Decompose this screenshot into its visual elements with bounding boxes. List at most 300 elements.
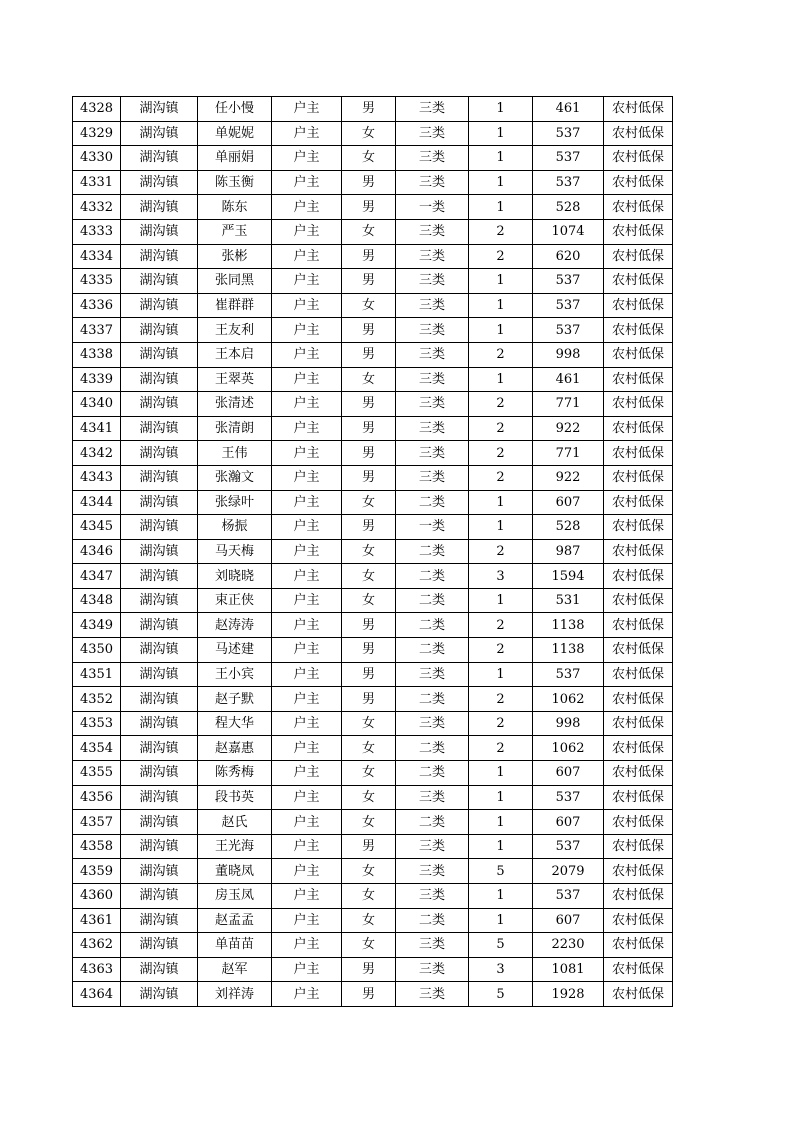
cell-assistance-type: 农村低保 <box>604 982 673 1007</box>
cell-assistance-type: 农村低保 <box>604 392 673 417</box>
cell-township: 湖沟镇 <box>121 342 198 367</box>
cell-gender: 女 <box>342 908 396 933</box>
cell-amount: 922 <box>533 416 604 441</box>
cell-gender: 女 <box>342 490 396 515</box>
cell-amount: 607 <box>533 908 604 933</box>
table-row <box>73 170 673 195</box>
cell-household-size: 5 <box>469 933 533 958</box>
cell-relation: 户主 <box>272 834 342 859</box>
cell-relation: 户主 <box>272 269 342 294</box>
table-row <box>73 219 673 244</box>
cell-row-number: 4343 <box>73 465 121 490</box>
cell-relation: 户主 <box>272 539 342 564</box>
table-row <box>73 884 673 909</box>
cell-category: 二类 <box>396 761 469 786</box>
cell-household-size: 1 <box>469 97 533 122</box>
table-row <box>73 367 673 392</box>
cell-gender: 男 <box>342 638 396 663</box>
cell-township: 湖沟镇 <box>121 318 198 343</box>
cell-amount: 2230 <box>533 933 604 958</box>
cell-name: 单妮妮 <box>198 121 272 146</box>
cell-relation: 户主 <box>272 367 342 392</box>
cell-category: 三类 <box>396 244 469 269</box>
cell-row-number: 4328 <box>73 97 121 122</box>
cell-assistance-type: 农村低保 <box>604 441 673 466</box>
cell-household-size: 1 <box>469 515 533 540</box>
cell-township: 湖沟镇 <box>121 588 198 613</box>
cell-relation: 户主 <box>272 736 342 761</box>
cell-amount: 537 <box>533 318 604 343</box>
cell-township: 湖沟镇 <box>121 441 198 466</box>
cell-gender: 男 <box>342 515 396 540</box>
cell-household-size: 1 <box>469 170 533 195</box>
cell-gender: 男 <box>342 416 396 441</box>
table-row <box>73 613 673 638</box>
table-row <box>73 834 673 859</box>
cell-township: 湖沟镇 <box>121 490 198 515</box>
cell-assistance-type: 农村低保 <box>604 736 673 761</box>
cell-amount: 461 <box>533 367 604 392</box>
cell-household-size: 2 <box>469 613 533 638</box>
cell-gender: 男 <box>342 687 396 712</box>
cell-relation: 户主 <box>272 146 342 171</box>
cell-category: 二类 <box>396 687 469 712</box>
cell-township: 湖沟镇 <box>121 170 198 195</box>
cell-township: 湖沟镇 <box>121 539 198 564</box>
cell-relation: 户主 <box>272 957 342 982</box>
cell-amount: 531 <box>533 588 604 613</box>
cell-amount: 607 <box>533 810 604 835</box>
cell-township: 湖沟镇 <box>121 121 198 146</box>
cell-amount: 537 <box>533 834 604 859</box>
cell-assistance-type: 农村低保 <box>604 342 673 367</box>
cell-household-size: 1 <box>469 146 533 171</box>
cell-gender: 女 <box>342 859 396 884</box>
cell-household-size: 1 <box>469 834 533 859</box>
cell-category: 二类 <box>396 613 469 638</box>
table-row <box>73 588 673 613</box>
cell-category: 三类 <box>396 662 469 687</box>
cell-amount: 922 <box>533 465 604 490</box>
cell-category: 二类 <box>396 490 469 515</box>
cell-gender: 男 <box>342 465 396 490</box>
cell-category: 三类 <box>396 884 469 909</box>
cell-relation: 户主 <box>272 121 342 146</box>
cell-assistance-type: 农村低保 <box>604 638 673 663</box>
cell-relation: 户主 <box>272 638 342 663</box>
cell-assistance-type: 农村低保 <box>604 195 673 220</box>
cell-township: 湖沟镇 <box>121 736 198 761</box>
cell-category: 三类 <box>396 219 469 244</box>
cell-assistance-type: 农村低保 <box>604 933 673 958</box>
cell-category: 二类 <box>396 810 469 835</box>
cell-gender: 女 <box>342 933 396 958</box>
cell-amount: 528 <box>533 515 604 540</box>
cell-household-size: 1 <box>469 588 533 613</box>
cell-township: 湖沟镇 <box>121 97 198 122</box>
cell-name: 陈秀梅 <box>198 761 272 786</box>
cell-name: 陈玉衡 <box>198 170 272 195</box>
cell-township: 湖沟镇 <box>121 195 198 220</box>
cell-category: 二类 <box>396 539 469 564</box>
cell-gender: 男 <box>342 244 396 269</box>
table-row <box>73 293 673 318</box>
cell-assistance-type: 农村低保 <box>604 97 673 122</box>
cell-name: 房玉凤 <box>198 884 272 909</box>
cell-assistance-type: 农村低保 <box>604 761 673 786</box>
cell-name: 赵涛涛 <box>198 613 272 638</box>
table-row <box>73 736 673 761</box>
table-row <box>73 564 673 589</box>
cell-name: 赵嘉惠 <box>198 736 272 761</box>
cell-township: 湖沟镇 <box>121 982 198 1007</box>
cell-household-size: 2 <box>469 711 533 736</box>
cell-amount: 998 <box>533 711 604 736</box>
cell-township: 湖沟镇 <box>121 146 198 171</box>
cell-household-size: 2 <box>469 392 533 417</box>
cell-category: 三类 <box>396 441 469 466</box>
table-row <box>73 515 673 540</box>
cell-name: 赵军 <box>198 957 272 982</box>
cell-relation: 户主 <box>272 711 342 736</box>
cell-township: 湖沟镇 <box>121 957 198 982</box>
table-row <box>73 638 673 663</box>
cell-township: 湖沟镇 <box>121 711 198 736</box>
cell-name: 董晓凤 <box>198 859 272 884</box>
cell-amount: 537 <box>533 785 604 810</box>
cell-row-number: 4336 <box>73 293 121 318</box>
cell-township: 湖沟镇 <box>121 834 198 859</box>
cell-amount: 537 <box>533 170 604 195</box>
cell-amount: 537 <box>533 293 604 318</box>
cell-row-number: 4339 <box>73 367 121 392</box>
cell-gender: 女 <box>342 146 396 171</box>
cell-township: 湖沟镇 <box>121 662 198 687</box>
cell-household-size: 3 <box>469 564 533 589</box>
cell-relation: 户主 <box>272 416 342 441</box>
cell-relation: 户主 <box>272 465 342 490</box>
table-row <box>73 761 673 786</box>
cell-gender: 男 <box>342 97 396 122</box>
cell-gender: 男 <box>342 392 396 417</box>
cell-assistance-type: 农村低保 <box>604 884 673 909</box>
cell-name: 张彬 <box>198 244 272 269</box>
cell-amount: 537 <box>533 146 604 171</box>
cell-gender: 女 <box>342 711 396 736</box>
cell-relation: 户主 <box>272 662 342 687</box>
cell-category: 三类 <box>396 97 469 122</box>
cell-township: 湖沟镇 <box>121 761 198 786</box>
cell-gender: 女 <box>342 564 396 589</box>
table-row <box>73 859 673 884</box>
cell-township: 湖沟镇 <box>121 933 198 958</box>
cell-name: 程大华 <box>198 711 272 736</box>
cell-assistance-type: 农村低保 <box>604 539 673 564</box>
cell-household-size: 2 <box>469 465 533 490</box>
cell-amount: 461 <box>533 97 604 122</box>
cell-assistance-type: 农村低保 <box>604 564 673 589</box>
table-row <box>73 490 673 515</box>
cell-assistance-type: 农村低保 <box>604 121 673 146</box>
cell-name: 王伟 <box>198 441 272 466</box>
cell-amount: 528 <box>533 195 604 220</box>
cell-name: 张清朗 <box>198 416 272 441</box>
cell-category: 三类 <box>396 711 469 736</box>
cell-household-size: 2 <box>469 416 533 441</box>
cell-relation: 户主 <box>272 195 342 220</box>
cell-assistance-type: 农村低保 <box>604 834 673 859</box>
cell-relation: 户主 <box>272 933 342 958</box>
cell-gender: 女 <box>342 785 396 810</box>
cell-township: 湖沟镇 <box>121 416 198 441</box>
table-row <box>73 908 673 933</box>
cell-amount: 620 <box>533 244 604 269</box>
cell-name: 赵氏 <box>198 810 272 835</box>
cell-category: 三类 <box>396 121 469 146</box>
cell-category: 三类 <box>396 859 469 884</box>
cell-name: 崔群群 <box>198 293 272 318</box>
cell-household-size: 1 <box>469 761 533 786</box>
cell-assistance-type: 农村低保 <box>604 318 673 343</box>
cell-category: 三类 <box>396 416 469 441</box>
cell-gender: 女 <box>342 810 396 835</box>
cell-row-number: 4347 <box>73 564 121 589</box>
cell-name: 马天梅 <box>198 539 272 564</box>
cell-relation: 户主 <box>272 687 342 712</box>
cell-row-number: 4360 <box>73 884 121 909</box>
cell-category: 三类 <box>396 269 469 294</box>
cell-category: 三类 <box>396 293 469 318</box>
cell-name: 段书英 <box>198 785 272 810</box>
table-row <box>73 121 673 146</box>
cell-gender: 女 <box>342 736 396 761</box>
cell-row-number: 4356 <box>73 785 121 810</box>
cell-township: 湖沟镇 <box>121 564 198 589</box>
cell-gender: 男 <box>342 834 396 859</box>
cell-amount: 2079 <box>533 859 604 884</box>
cell-relation: 户主 <box>272 441 342 466</box>
cell-row-number: 4345 <box>73 515 121 540</box>
cell-row-number: 4357 <box>73 810 121 835</box>
cell-row-number: 4342 <box>73 441 121 466</box>
cell-assistance-type: 农村低保 <box>604 613 673 638</box>
cell-name: 单丽娟 <box>198 146 272 171</box>
cell-gender: 女 <box>342 539 396 564</box>
cell-household-size: 1 <box>469 293 533 318</box>
cell-name: 张同黑 <box>198 269 272 294</box>
cell-gender: 男 <box>342 269 396 294</box>
cell-name: 王小宾 <box>198 662 272 687</box>
cell-gender: 女 <box>342 367 396 392</box>
cell-assistance-type: 农村低保 <box>604 465 673 490</box>
cell-category: 三类 <box>396 318 469 343</box>
table-row <box>73 97 673 122</box>
cell-category: 三类 <box>396 957 469 982</box>
cell-name: 王翠英 <box>198 367 272 392</box>
cell-gender: 女 <box>342 121 396 146</box>
table-row <box>73 195 673 220</box>
table-row <box>73 244 673 269</box>
cell-township: 湖沟镇 <box>121 367 198 392</box>
cell-relation: 户主 <box>272 318 342 343</box>
table-row <box>73 269 673 294</box>
cell-amount: 1594 <box>533 564 604 589</box>
cell-row-number: 4352 <box>73 687 121 712</box>
cell-gender: 男 <box>342 170 396 195</box>
cell-township: 湖沟镇 <box>121 269 198 294</box>
cell-row-number: 4355 <box>73 761 121 786</box>
cell-amount: 537 <box>533 662 604 687</box>
cell-household-size: 3 <box>469 957 533 982</box>
cell-amount: 1138 <box>533 638 604 663</box>
cell-gender: 女 <box>342 884 396 909</box>
cell-household-size: 2 <box>469 736 533 761</box>
cell-row-number: 4349 <box>73 613 121 638</box>
cell-household-size: 2 <box>469 219 533 244</box>
cell-gender: 男 <box>342 662 396 687</box>
cell-gender: 女 <box>342 761 396 786</box>
cell-category: 三类 <box>396 982 469 1007</box>
cell-name: 严玉 <box>198 219 272 244</box>
cell-household-size: 1 <box>469 884 533 909</box>
cell-assistance-type: 农村低保 <box>604 662 673 687</box>
cell-household-size: 1 <box>469 195 533 220</box>
cell-category: 三类 <box>396 785 469 810</box>
cell-gender: 男 <box>342 318 396 343</box>
cell-name: 杨振 <box>198 515 272 540</box>
table-row <box>73 539 673 564</box>
cell-category: 三类 <box>396 367 469 392</box>
cell-assistance-type: 农村低保 <box>604 515 673 540</box>
table-row <box>73 933 673 958</box>
cell-gender: 女 <box>342 588 396 613</box>
table-row <box>73 318 673 343</box>
cell-relation: 户主 <box>272 613 342 638</box>
cell-amount: 771 <box>533 441 604 466</box>
cell-row-number: 4330 <box>73 146 121 171</box>
cell-row-number: 4329 <box>73 121 121 146</box>
cell-township: 湖沟镇 <box>121 810 198 835</box>
cell-assistance-type: 农村低保 <box>604 293 673 318</box>
cell-row-number: 4337 <box>73 318 121 343</box>
cell-township: 湖沟镇 <box>121 515 198 540</box>
cell-household-size: 1 <box>469 490 533 515</box>
cell-name: 王友利 <box>198 318 272 343</box>
cell-township: 湖沟镇 <box>121 392 198 417</box>
table-row <box>73 441 673 466</box>
document-page <box>72 96 673 1007</box>
cell-household-size: 5 <box>469 859 533 884</box>
cell-gender: 女 <box>342 293 396 318</box>
cell-gender: 男 <box>342 957 396 982</box>
cell-assistance-type: 农村低保 <box>604 244 673 269</box>
table-row <box>73 957 673 982</box>
cell-gender: 男 <box>342 613 396 638</box>
cell-relation: 户主 <box>272 515 342 540</box>
cell-row-number: 4340 <box>73 392 121 417</box>
cell-amount: 1138 <box>533 613 604 638</box>
cell-assistance-type: 农村低保 <box>604 416 673 441</box>
cell-relation: 户主 <box>272 244 342 269</box>
cell-assistance-type: 农村低保 <box>604 687 673 712</box>
table-row <box>73 662 673 687</box>
cell-row-number: 4348 <box>73 588 121 613</box>
cell-household-size: 2 <box>469 687 533 712</box>
cell-relation: 户主 <box>272 810 342 835</box>
cell-category: 三类 <box>396 933 469 958</box>
cell-household-size: 2 <box>469 539 533 564</box>
cell-assistance-type: 农村低保 <box>604 490 673 515</box>
cell-relation: 户主 <box>272 982 342 1007</box>
cell-category: 二类 <box>396 908 469 933</box>
cell-row-number: 4359 <box>73 859 121 884</box>
cell-amount: 607 <box>533 490 604 515</box>
cell-row-number: 4341 <box>73 416 121 441</box>
cell-gender: 男 <box>342 441 396 466</box>
cell-gender: 男 <box>342 982 396 1007</box>
cell-category: 三类 <box>396 170 469 195</box>
cell-household-size: 5 <box>469 982 533 1007</box>
cell-assistance-type: 农村低保 <box>604 146 673 171</box>
cell-row-number: 4361 <box>73 908 121 933</box>
cell-household-size: 1 <box>469 269 533 294</box>
cell-relation: 户主 <box>272 564 342 589</box>
cell-row-number: 4338 <box>73 342 121 367</box>
cell-household-size: 2 <box>469 244 533 269</box>
cell-category: 三类 <box>396 146 469 171</box>
cell-category: 二类 <box>396 588 469 613</box>
data-table <box>72 96 673 1007</box>
cell-gender: 男 <box>342 195 396 220</box>
cell-name: 王本启 <box>198 342 272 367</box>
cell-assistance-type: 农村低保 <box>604 908 673 933</box>
cell-township: 湖沟镇 <box>121 638 198 663</box>
cell-relation: 户主 <box>272 884 342 909</box>
cell-category: 二类 <box>396 638 469 663</box>
cell-assistance-type: 农村低保 <box>604 170 673 195</box>
table-row <box>73 711 673 736</box>
cell-name: 陈东 <box>198 195 272 220</box>
table-row <box>73 416 673 441</box>
cell-township: 湖沟镇 <box>121 293 198 318</box>
cell-row-number: 4354 <box>73 736 121 761</box>
cell-name: 束正侠 <box>198 588 272 613</box>
cell-household-size: 1 <box>469 810 533 835</box>
cell-row-number: 4350 <box>73 638 121 663</box>
cell-relation: 户主 <box>272 293 342 318</box>
cell-row-number: 4333 <box>73 219 121 244</box>
table-row <box>73 687 673 712</box>
table-row <box>73 465 673 490</box>
cell-row-number: 4363 <box>73 957 121 982</box>
cell-township: 湖沟镇 <box>121 785 198 810</box>
cell-name: 刘祥涛 <box>198 982 272 1007</box>
table-row <box>73 785 673 810</box>
table-row <box>73 342 673 367</box>
cell-assistance-type: 农村低保 <box>604 957 673 982</box>
cell-assistance-type: 农村低保 <box>604 588 673 613</box>
cell-name: 王光海 <box>198 834 272 859</box>
cell-amount: 771 <box>533 392 604 417</box>
cell-name: 单苗苗 <box>198 933 272 958</box>
cell-relation: 户主 <box>272 342 342 367</box>
cell-amount: 607 <box>533 761 604 786</box>
cell-category: 一类 <box>396 515 469 540</box>
cell-name: 张清述 <box>198 392 272 417</box>
cell-household-size: 1 <box>469 121 533 146</box>
cell-household-size: 1 <box>469 662 533 687</box>
cell-category: 三类 <box>396 342 469 367</box>
